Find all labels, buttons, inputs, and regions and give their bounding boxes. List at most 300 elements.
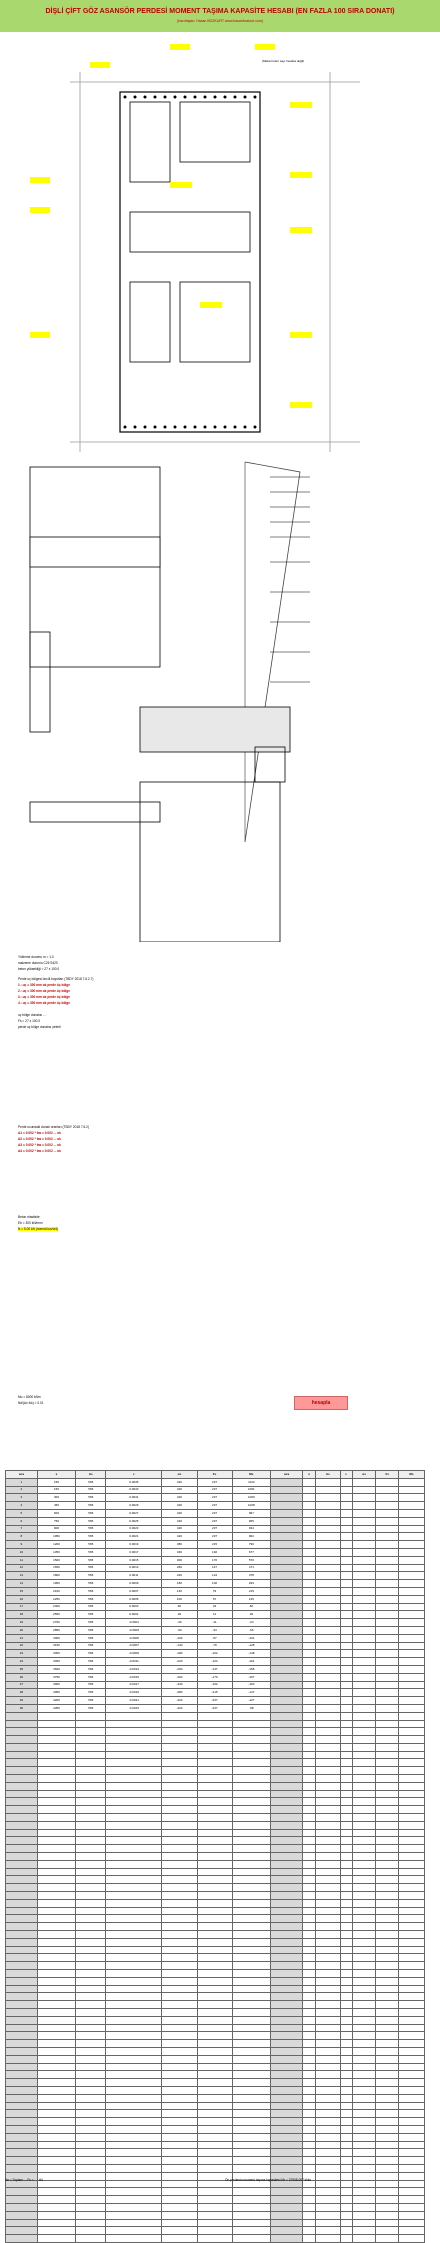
- table-cell: [106, 1907, 162, 1915]
- table-cell: [76, 2001, 106, 2009]
- table-cell: 215: [197, 1541, 232, 1549]
- table-cell: 0.0001: [106, 1611, 162, 1619]
- table-cell: [376, 1814, 399, 1822]
- table-cell: [37, 2079, 75, 2087]
- table-cell: 565: [76, 1533, 106, 1541]
- table-cell: [76, 1743, 106, 1751]
- table-cell: [316, 1931, 340, 1939]
- table-cell: [352, 1564, 376, 1572]
- table-cell: [271, 1946, 303, 1954]
- table-cell: [271, 1821, 303, 1829]
- table-cell: [106, 1767, 162, 1775]
- table-cell: [302, 1564, 315, 1572]
- table-cell: [106, 1876, 162, 1884]
- header-banner: [0, 0, 440, 32]
- table-cell: [352, 1790, 376, 1798]
- table-cell: [340, 2149, 352, 2157]
- table-cell: [302, 1899, 315, 1907]
- table-header: x: [37, 1471, 75, 1479]
- table-cell: [232, 1814, 270, 1822]
- table-header: x: [302, 1471, 315, 1479]
- table-cell: [232, 1806, 270, 1814]
- table-cell: [37, 2164, 75, 2172]
- table-cell: [37, 1915, 75, 1923]
- table-cell: [352, 1626, 376, 1634]
- table-cell: [197, 1860, 232, 1868]
- table-cell: -0.0023: [106, 1704, 162, 1712]
- table-cell: [302, 2063, 315, 2071]
- table-cell: [271, 1681, 303, 1689]
- table-cell: [271, 2196, 303, 2204]
- table-cell: [340, 2024, 352, 2032]
- table-row: [6, 1533, 425, 1541]
- table-cell: [399, 1556, 425, 1564]
- table-cell: [316, 2157, 340, 2165]
- table-cell: [6, 2024, 38, 2032]
- table-cell: [340, 1509, 352, 1517]
- table-row: [6, 1892, 425, 1900]
- table-cell: 34: [197, 1603, 232, 1611]
- table-cell: [37, 2203, 75, 2211]
- table-cell: 1050: [37, 1533, 75, 1541]
- table-header: As: [316, 1471, 340, 1479]
- table-cell: [399, 1634, 425, 1642]
- table-cell: [6, 1923, 38, 1931]
- table-row: [6, 1915, 425, 1923]
- calc-line: A4 = 0.002 * bw = 0.002 ... ok: [18, 1149, 61, 1153]
- table-cell: 260: [162, 1564, 197, 1572]
- table-cell: [271, 1611, 303, 1619]
- table-cell: [316, 1595, 340, 1603]
- table-cell: [37, 1977, 75, 1985]
- table-cell: [271, 1580, 303, 1588]
- table-cell: [302, 2125, 315, 2133]
- table-cell: 0.0025: [106, 1517, 162, 1525]
- table-row: [6, 1673, 425, 1681]
- table-cell: [399, 1970, 425, 1978]
- table-cell: -24: [232, 1619, 270, 1627]
- table-cell: [6, 1759, 38, 1767]
- table-cell: [316, 1845, 340, 1853]
- table-cell: [376, 1697, 399, 1705]
- table-cell: [399, 2203, 425, 2211]
- table-cell: [271, 1775, 303, 1783]
- table-row: [6, 2133, 425, 2141]
- table-cell: [316, 2188, 340, 2196]
- table-cell: [37, 2071, 75, 2079]
- table-cell: [376, 1868, 399, 1876]
- table-cell: [232, 2219, 270, 2227]
- table-cell: 565: [76, 1556, 106, 1564]
- table-cell: [232, 1876, 270, 1884]
- table-row: [6, 1580, 425, 1588]
- table-cell: [352, 2086, 376, 2094]
- table-cell: [162, 1837, 197, 1845]
- table-cell: [302, 1548, 315, 1556]
- table-cell: [316, 1837, 340, 1845]
- table-cell: [232, 1790, 270, 1798]
- table-cell: [76, 2016, 106, 2024]
- table-cell: [352, 1759, 376, 1767]
- table-cell: [162, 1907, 197, 1915]
- table-cell: [399, 1884, 425, 1892]
- table-cell: [271, 1619, 303, 1627]
- table-cell: [271, 2125, 303, 2133]
- table-cell: [352, 2008, 376, 2016]
- table-cell: [376, 1798, 399, 1806]
- table-cell: [340, 2079, 352, 2087]
- table-cell: 565: [76, 1502, 106, 1510]
- table-cell: [37, 2219, 75, 2227]
- table-cell: [316, 1502, 340, 1510]
- calc-line: Beton elastisite: [18, 1215, 40, 1219]
- table-cell: [316, 1665, 340, 1673]
- table-cell: [399, 1876, 425, 1884]
- table-cell: [106, 2203, 162, 2211]
- table-cell: [6, 2040, 38, 2048]
- table-cell: [302, 2102, 315, 2110]
- table-cell: [352, 1665, 376, 1673]
- table-row: [6, 1603, 425, 1611]
- table-cell: [340, 1892, 352, 1900]
- table-cell: [76, 1798, 106, 1806]
- table-cell: -237: [197, 1697, 232, 1705]
- table-cell: [376, 1681, 399, 1689]
- table-cell: -147: [197, 1665, 232, 1673]
- table-cell: 4350: [37, 1704, 75, 1712]
- table-cell: [302, 2086, 315, 2094]
- table-cell: [106, 1860, 162, 1868]
- table-cell: [340, 1634, 352, 1642]
- table-cell: [106, 1837, 162, 1845]
- table-cell: [76, 2024, 106, 2032]
- table-row: [6, 2110, 425, 2118]
- calculate-button[interactable]: hesapla: [294, 1396, 348, 1410]
- table-row: [6, 2219, 425, 2227]
- table-cell: [271, 1689, 303, 1697]
- table-cell: [106, 1743, 162, 1751]
- shear-wall-plan-drawing: [0, 32, 440, 942]
- table-cell: [376, 1938, 399, 1946]
- table-cell: [316, 1697, 340, 1705]
- table-cell: 934: [232, 1525, 270, 1533]
- table-cell: [302, 1665, 315, 1673]
- table-cell: -160: [232, 1681, 270, 1689]
- calc-line: A1 = 0.002 * bw = 0.002 ... ok: [18, 1131, 61, 1135]
- table-cell: [399, 1681, 425, 1689]
- table-cell: [271, 1587, 303, 1595]
- table-cell: [352, 1853, 376, 1861]
- table-cell: -66: [232, 1626, 270, 1634]
- table-cell: 145: [232, 1595, 270, 1603]
- table-cell: [271, 2118, 303, 2126]
- table-cell: 0.0015: [106, 1556, 162, 1564]
- table-row: [6, 2188, 425, 2196]
- table-row: [6, 2008, 425, 2016]
- table-cell: [399, 1728, 425, 1736]
- table-cell: [106, 2149, 162, 2157]
- table-cell: [232, 1751, 270, 1759]
- table-cell: [352, 1587, 376, 1595]
- table-cell: [197, 2008, 232, 2016]
- table-cell: [376, 1611, 399, 1619]
- table-cell: [162, 1821, 197, 1829]
- calc-line: Mu = 8000 kNm: [18, 1395, 41, 1399]
- table-cell: [271, 2086, 303, 2094]
- table-cell: [6, 1782, 38, 1790]
- table-cell: [399, 1603, 425, 1611]
- table-cell: 565: [76, 1650, 106, 1658]
- table-cell: [302, 1478, 315, 1486]
- table-header: σs: [162, 1471, 197, 1479]
- table-cell: [37, 1829, 75, 1837]
- table-cell: 565: [76, 1525, 106, 1533]
- table-cell: [352, 1728, 376, 1736]
- table-cell: [6, 2032, 38, 2040]
- calc-line: Perde uç bölgesi öncül boyutları (TBDY 2018 7.6.2.7): [18, 977, 94, 981]
- table-cell: [6, 1829, 38, 1837]
- table-cell: [340, 2001, 352, 2009]
- table-row: [6, 1517, 425, 1525]
- table-cell: 237: [197, 1494, 232, 1502]
- table-cell: [340, 1798, 352, 1806]
- table-cell: [162, 1923, 197, 1931]
- table-cell: [106, 2141, 162, 2149]
- table-cell: [376, 1564, 399, 1572]
- table-cell: [340, 1486, 352, 1494]
- table-cell: [316, 2125, 340, 2133]
- table-cell: [76, 2164, 106, 2172]
- table-cell: [6, 1985, 38, 1993]
- table-cell: 150: [37, 1478, 75, 1486]
- table-cell: -192: [197, 1681, 232, 1689]
- table-cell: [352, 2102, 376, 2110]
- table-cell: [399, 1931, 425, 1939]
- table-cell: [376, 2110, 399, 2118]
- table-cell: [302, 1923, 315, 1931]
- table-cell: [232, 2211, 270, 2219]
- table-cell: 565: [76, 1486, 106, 1494]
- table-cell: [6, 1954, 38, 1962]
- table-cell: [232, 1798, 270, 1806]
- table-cell: [302, 1712, 315, 1720]
- calc-line: Fs = 27 x 100.0: [18, 1019, 41, 1023]
- table-cell: [316, 1790, 340, 1798]
- table-cell: [352, 1751, 376, 1759]
- table-cell: [316, 1634, 340, 1642]
- table-cell: [76, 1845, 106, 1853]
- table-cell: [376, 1541, 399, 1549]
- table-cell: [316, 1689, 340, 1697]
- table-cell: [376, 1993, 399, 2001]
- table-cell: [316, 1962, 340, 1970]
- table-cell: [6, 1712, 38, 1720]
- table-cell: [106, 1970, 162, 1978]
- table-cell: [302, 1580, 315, 1588]
- table-cell: [376, 2211, 399, 2219]
- table-cell: [106, 2164, 162, 2172]
- table-cell: [302, 1946, 315, 1954]
- table-cell: [37, 1884, 75, 1892]
- table-cell: [271, 1728, 303, 1736]
- table-cell: [197, 1899, 232, 1907]
- table-cell: [302, 1860, 315, 1868]
- table-cell: [352, 1619, 376, 1627]
- table-row: [6, 2032, 425, 2040]
- table-cell: [37, 1743, 75, 1751]
- table-cell: [106, 2118, 162, 2126]
- table-cell: [316, 1603, 340, 1611]
- table-cell: [106, 2047, 162, 2055]
- table-cell: [302, 1611, 315, 1619]
- calc-line: N = 5.00 kN (normal kuvvet): [18, 1227, 58, 1231]
- table-cell: [340, 1517, 352, 1525]
- table-cell: [162, 2001, 197, 2009]
- table-cell: [376, 2008, 399, 2016]
- table-cell: [106, 2110, 162, 2118]
- table-cell: [316, 1626, 340, 1634]
- table-cell: [232, 1775, 270, 1783]
- table-cell: [197, 2125, 232, 2133]
- table-cell: 565: [76, 1572, 106, 1580]
- table-cell: [316, 2211, 340, 2219]
- table-cell: 3600: [37, 1665, 75, 1673]
- table-cell: [106, 1899, 162, 1907]
- table-cell: [316, 1720, 340, 1728]
- table-cell: 220: [162, 1572, 197, 1580]
- section-elevation: [30, 462, 300, 842]
- table-cell: [197, 2071, 232, 2079]
- table-cell: [76, 2188, 106, 2196]
- table-cell: [340, 1977, 352, 1985]
- table-cell: [399, 1743, 425, 1751]
- table-cell: [197, 1806, 232, 1814]
- table-cell: [352, 1697, 376, 1705]
- table-cell: [271, 1876, 303, 1884]
- table-cell: [197, 2102, 232, 2110]
- table-cell: [399, 1923, 425, 1931]
- table-cell: 8: [6, 1533, 38, 1541]
- table-cell: [399, 1642, 425, 1650]
- table-cell: [302, 1525, 315, 1533]
- table-cell: [340, 1611, 352, 1619]
- table-cell: [399, 1704, 425, 1712]
- table-cell: [352, 1977, 376, 1985]
- calc-line: Nd/(Ac fck) = 0.01: [18, 1401, 44, 1405]
- table-cell: [316, 2141, 340, 2149]
- table-cell: [162, 1892, 197, 1900]
- table-cell: [316, 1681, 340, 1689]
- table-cell: [376, 1712, 399, 1720]
- table-cell: [271, 1665, 303, 1673]
- table-cell: [76, 2219, 106, 2227]
- table-row: [6, 1954, 425, 1962]
- table-cell: [316, 1829, 340, 1837]
- table-cell: [340, 1938, 352, 1946]
- table-cell: [271, 2094, 303, 2102]
- table-cell: 140: [162, 1587, 197, 1595]
- table-cell: 237: [197, 1478, 232, 1486]
- table-cell: 3900: [37, 1681, 75, 1689]
- table-cell: [37, 1728, 75, 1736]
- table-cell: [76, 1806, 106, 1814]
- table-row: [6, 1494, 425, 1502]
- table-cell: [106, 1892, 162, 1900]
- table-cell: [316, 1541, 340, 1549]
- table-cell: [6, 1767, 38, 1775]
- table-cell: [399, 1619, 425, 1627]
- table-cell: 0.0009: [106, 1580, 162, 1588]
- table-cell: [232, 2055, 270, 2063]
- table-cell: -420: [162, 1697, 197, 1705]
- table-cell: [302, 1626, 315, 1634]
- table-cell: [302, 1720, 315, 1728]
- table-cell: [271, 1845, 303, 1853]
- table-row: [6, 1767, 425, 1775]
- table-cell: [106, 1751, 162, 1759]
- table-cell: [232, 2094, 270, 2102]
- table-cell: 565: [76, 1564, 106, 1572]
- table-cell: [76, 1720, 106, 1728]
- table-cell: [37, 1899, 75, 1907]
- table-cell: [316, 1923, 340, 1931]
- table-cell: [376, 1985, 399, 1993]
- lower-section: [140, 707, 290, 942]
- table-cell: [76, 2149, 106, 2157]
- table-cell: -148: [232, 1650, 270, 1658]
- table-cell: [376, 1806, 399, 1814]
- table-row: [6, 1478, 425, 1486]
- table-cell: [352, 1798, 376, 1806]
- table-cell: 0.0007: [106, 1587, 162, 1595]
- table-cell: [162, 2118, 197, 2126]
- table-cell: [232, 1970, 270, 1978]
- table-cell: [271, 1712, 303, 1720]
- calc-line: A2 = 0.002 * bw = 0.002 ... ok: [18, 1137, 61, 1141]
- table-cell: [76, 1954, 106, 1962]
- table-cell: [271, 1626, 303, 1634]
- table-cell: [352, 1962, 376, 1970]
- table-cell: 3750: [37, 1673, 75, 1681]
- table-cell: [37, 2094, 75, 2102]
- table-cell: [197, 1743, 232, 1751]
- table-row: [6, 1502, 425, 1510]
- table-cell: [376, 2118, 399, 2126]
- table-cell: [302, 2164, 315, 2172]
- table-cell: [271, 1697, 303, 1705]
- table-row: [6, 1509, 425, 1517]
- table-cell: [352, 1720, 376, 1728]
- table-cell: [376, 1736, 399, 1744]
- table-cell: [162, 2040, 197, 2048]
- table-row: [6, 1751, 425, 1759]
- table-cell: [106, 2102, 162, 2110]
- table-cell: [340, 1767, 352, 1775]
- table-cell: [302, 1736, 315, 1744]
- table-cell: [352, 1782, 376, 1790]
- table-cell: [302, 1829, 315, 1837]
- table-cell: 28: [6, 1689, 38, 1697]
- table-cell: [271, 1548, 303, 1556]
- table-cell: 2850: [37, 1626, 75, 1634]
- table-row: [6, 1697, 425, 1705]
- table-header: σs: [352, 1471, 376, 1479]
- table-cell: [76, 2235, 106, 2243]
- table-cell: [37, 2086, 75, 2094]
- table-cell: 420: [162, 1486, 197, 1494]
- table-cell: [76, 1829, 106, 1837]
- table-cell: [197, 1993, 232, 2001]
